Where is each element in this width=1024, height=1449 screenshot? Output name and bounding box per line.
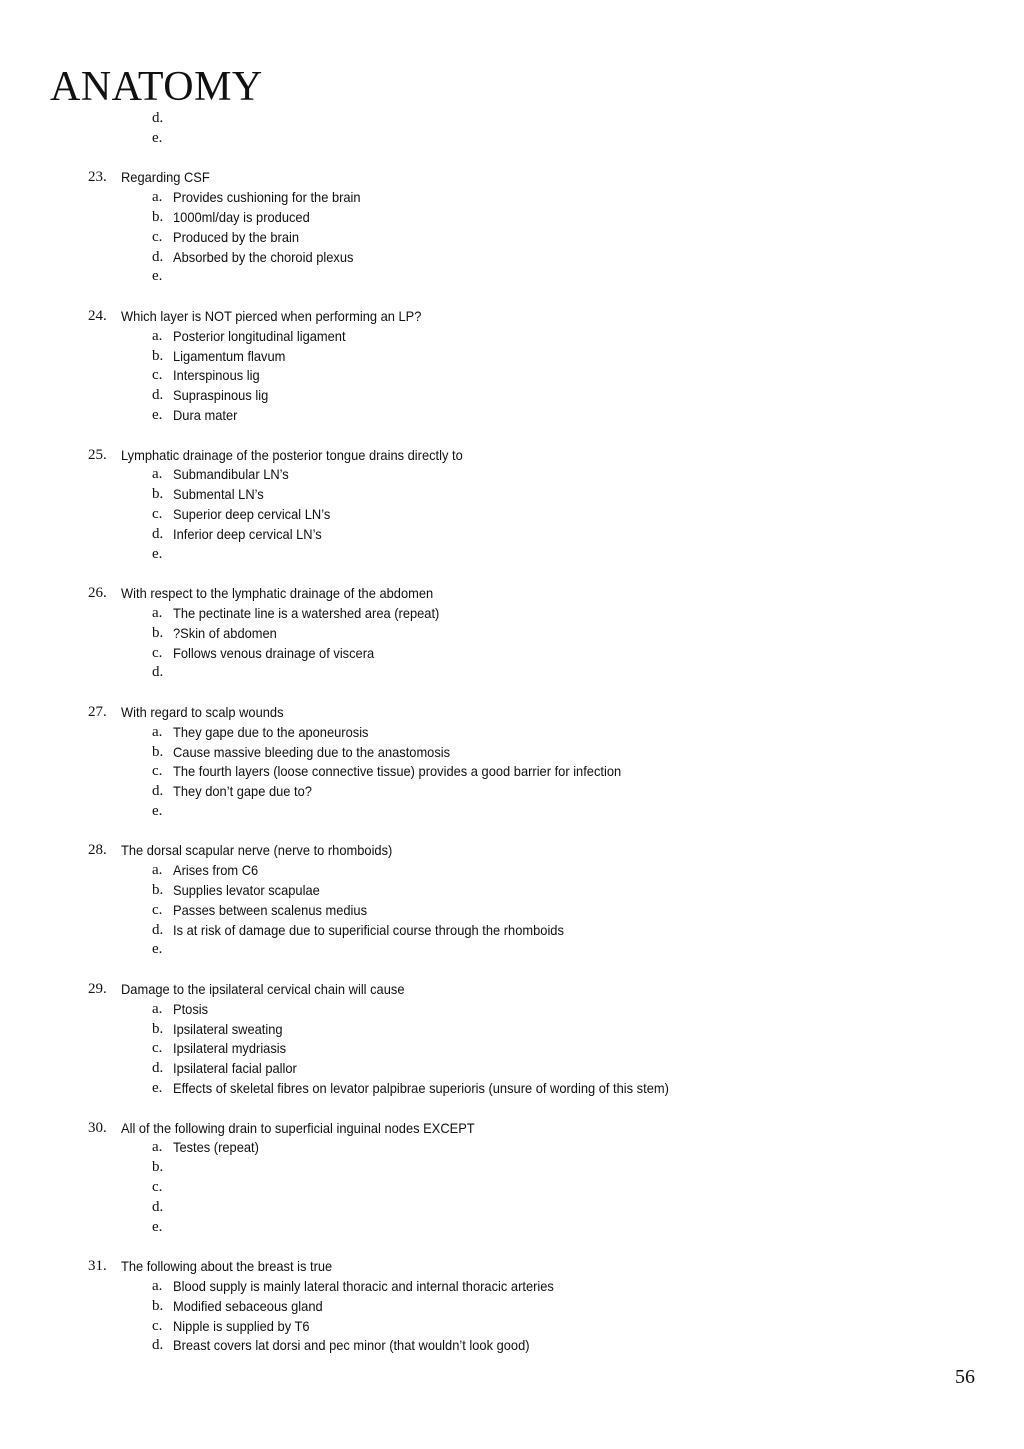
answer-option: [0, 228, 1024, 248]
option-letter: e.: [152, 1218, 163, 1235]
answer-option: [0, 1039, 1024, 1059]
answer-option: [0, 1198, 1024, 1218]
option-text: Dura mater: [173, 406, 238, 423]
spacer: [0, 287, 1024, 307]
option-letter: e.: [152, 545, 163, 562]
option-letter: d.: [152, 664, 164, 681]
question-29: [0, 980, 1024, 1000]
option-text: Cause massive bleeding due to the anastomosis: [173, 743, 451, 760]
option-letter: c.: [152, 228, 163, 245]
answer-option: [0, 465, 1024, 485]
answer-option: [0, 525, 1024, 545]
question-28: [0, 841, 1024, 861]
option-letter: d.: [152, 248, 164, 265]
option-letter: e.: [152, 1080, 163, 1097]
option-letter: d.: [152, 783, 164, 800]
option-letter: b.: [152, 486, 164, 503]
question-26: [0, 584, 1024, 604]
option-letter: c.: [152, 1040, 163, 1057]
option-letter: a.: [152, 327, 163, 344]
option-text: Provides cushioning for the brain: [173, 189, 361, 206]
option-text: Absorbed by the choroid plexus: [173, 248, 354, 265]
option-text: They gape due to the aponeurosis: [173, 723, 369, 740]
answer-option: [0, 1336, 1024, 1356]
answer-option: [0, 267, 1024, 287]
option-letter: a.: [152, 189, 163, 206]
question-24: [0, 307, 1024, 327]
answer-option: [0, 782, 1024, 802]
spacer: [0, 149, 1024, 169]
question-list: [0, 109, 1024, 1356]
option-letter: b.: [152, 882, 164, 899]
option-letter: e.: [152, 802, 163, 819]
answer-option: [0, 485, 1024, 505]
answer-option: [0, 1277, 1024, 1297]
option-text: Blood supply is mainly lateral thoracic and internal thoracic arteries: [173, 1278, 554, 1295]
option-letter: c.: [152, 763, 163, 780]
answer-option: [0, 1178, 1024, 1198]
answer-option: [0, 644, 1024, 664]
option-letter: b.: [152, 624, 164, 641]
answer-option: [0, 188, 1024, 208]
question-number: 25.: [88, 446, 107, 463]
option-letter: d.: [152, 921, 164, 938]
answer-option: [0, 1218, 1024, 1238]
answer-option: [0, 129, 1024, 149]
option-text: Interspinous lig: [173, 367, 260, 384]
answer-option: [0, 1059, 1024, 1079]
question-number: 30.: [88, 1119, 107, 1136]
option-text: Ipsilateral mydriasis: [173, 1040, 287, 1057]
option-text: Submental LN’s: [173, 486, 264, 503]
option-letter: a.: [152, 862, 163, 879]
option-letter: c.: [152, 1179, 163, 1196]
option-letter: d.: [152, 1198, 164, 1215]
question-stem: Lymphatic drainage of the posterior tongue drains directly to: [121, 446, 463, 463]
spacer: [0, 1237, 1024, 1257]
answer-option: [0, 861, 1024, 881]
question-stem: Damage to the ipsilateral cervical chain will cause: [121, 981, 405, 998]
option-text: Supraspinous lig: [173, 387, 269, 404]
question-number: 28.: [88, 842, 107, 859]
option-text: Modified sebaceous gland: [173, 1297, 323, 1314]
answer-option: [0, 386, 1024, 406]
spacer: [0, 960, 1024, 980]
answer-option: [0, 545, 1024, 565]
question-stem: Which layer is NOT pierced when performing an LP?: [121, 307, 422, 324]
answer-option: [0, 1158, 1024, 1178]
answer-option: [0, 743, 1024, 763]
option-text: Submandibular LN’s: [173, 466, 289, 483]
page-number: 56: [955, 1366, 975, 1388]
option-text: Ipsilateral facial pallor: [173, 1060, 297, 1077]
option-letter: c.: [152, 367, 163, 384]
option-letter: b.: [152, 743, 164, 760]
question-number: 27.: [88, 703, 107, 720]
answer-option: [0, 109, 1024, 129]
option-text: Ligamentum flavum: [173, 347, 286, 364]
answer-option: [0, 723, 1024, 743]
option-text: They don’t gape due to?: [173, 783, 312, 800]
question-number: 26.: [88, 585, 107, 602]
question-stem: The dorsal scapular nerve (nerve to rhomboids): [121, 842, 393, 859]
option-text: Produced by the brain: [173, 228, 300, 245]
spacer: [0, 426, 1024, 446]
option-text: Is at risk of damage due to superificial course through the rhomboids: [173, 921, 564, 938]
answer-option: [0, 1138, 1024, 1158]
option-letter: c.: [152, 644, 163, 661]
option-letter: b.: [152, 1297, 164, 1314]
option-letter: a.: [152, 466, 163, 483]
answer-option: [0, 366, 1024, 386]
answer-option: [0, 1000, 1024, 1020]
option-text: Breast covers lat dorsi and pec minor (that wouldn’t look good): [173, 1337, 530, 1354]
answer-option: [0, 1079, 1024, 1099]
option-letter: a.: [152, 1278, 163, 1295]
question-stem: All of the following drain to superficial inguinal nodes EXCEPT: [121, 1119, 475, 1136]
option-letter: c.: [152, 901, 163, 918]
option-text: Arises from C6: [173, 862, 259, 879]
option-letter: a.: [152, 1139, 163, 1156]
answer-option: [0, 802, 1024, 822]
answer-option: [0, 505, 1024, 525]
answer-option: [0, 663, 1024, 683]
answer-option: [0, 881, 1024, 901]
option-letter: e.: [152, 941, 163, 958]
option-text: Ipsilateral sweating: [173, 1020, 283, 1037]
question-23: [0, 168, 1024, 188]
answer-option: [0, 901, 1024, 921]
answer-option: [0, 604, 1024, 624]
answer-option: [0, 248, 1024, 268]
option-letter: e.: [152, 268, 163, 285]
option-text: Supplies levator scapulae: [173, 882, 320, 899]
question-stem: With regard to scalp wounds: [121, 703, 284, 720]
option-letter: d.: [152, 387, 164, 404]
answer-option: [0, 347, 1024, 367]
answer-option: [0, 406, 1024, 426]
option-letter: d.: [152, 110, 164, 126]
option-letter: a.: [152, 723, 163, 740]
option-letter: a.: [152, 1000, 163, 1017]
option-text: The pectinate line is a watershed area (repeat): [173, 604, 440, 621]
option-text: Effects of skeletal fibres on levator palpibrae superioris (unsure of wording of this stem): [173, 1080, 669, 1097]
page-header-title: ANATOMY: [50, 64, 263, 110]
question-number: 24.: [88, 307, 107, 324]
option-letter: e.: [152, 129, 163, 146]
option-letter: e.: [152, 406, 163, 423]
option-letter: c.: [152, 1317, 163, 1334]
spacer: [0, 564, 1024, 584]
answer-option: [0, 1020, 1024, 1040]
option-letter: d.: [152, 525, 164, 542]
answer-option: [0, 208, 1024, 228]
spacer: [0, 1099, 1024, 1119]
option-text: The fourth layers (loose connective tissue) provides a good barrier for infection: [173, 763, 622, 780]
spacer: [0, 822, 1024, 842]
question-number: 31.: [88, 1258, 107, 1275]
option-text: Nipple is supplied by T6: [173, 1317, 310, 1334]
answer-option: [0, 762, 1024, 782]
question-stem: The following about the breast is true: [121, 1258, 333, 1275]
option-text: 1000ml/day is produced: [173, 208, 310, 225]
option-letter: b.: [152, 347, 164, 364]
option-text: Ptosis: [173, 1000, 209, 1017]
question-30: [0, 1119, 1024, 1139]
option-text: ?Skin of abdomen: [173, 624, 277, 641]
question-stem: With respect to the lymphatic drainage of the abdomen: [121, 585, 434, 602]
question-27: [0, 703, 1024, 723]
option-letter: b.: [152, 208, 164, 225]
question-31: [0, 1257, 1024, 1277]
question-stem: Regarding CSF: [121, 169, 210, 186]
answer-option: [0, 921, 1024, 941]
option-text: Inferior deep cervical LN’s: [173, 525, 322, 542]
answer-option: [0, 624, 1024, 644]
option-letter: b.: [152, 1020, 164, 1037]
option-text: Testes (repeat): [173, 1139, 259, 1156]
option-letter: a.: [152, 604, 163, 621]
answer-option: [0, 1297, 1024, 1317]
option-text: Posterior longitudinal ligament: [173, 327, 346, 344]
option-letter: b.: [152, 1159, 164, 1176]
option-text: Follows venous drainage of viscera: [173, 644, 375, 661]
option-letter: d.: [152, 1060, 164, 1077]
answer-option: [0, 940, 1024, 960]
option-letter: d.: [152, 1337, 164, 1354]
spacer: [0, 683, 1024, 703]
question-number: 29.: [88, 981, 107, 998]
option-text: Superior deep cervical LN’s: [173, 505, 331, 522]
question-number: 23.: [88, 169, 107, 186]
option-text: Passes between scalenus medius: [173, 901, 368, 918]
option-letter: c.: [152, 505, 163, 522]
question-25: [0, 446, 1024, 466]
answer-option: [0, 1317, 1024, 1337]
answer-option: [0, 327, 1024, 347]
